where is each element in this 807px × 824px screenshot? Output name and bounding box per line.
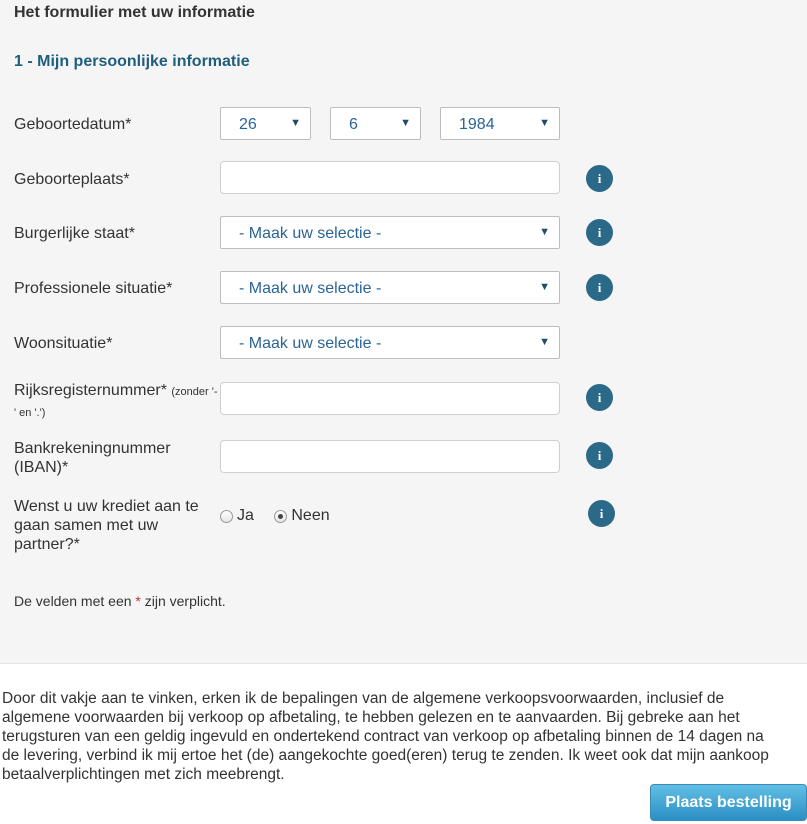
- professional-situation-select[interactable]: [220, 271, 560, 304]
- place-order-button[interactable]: Plaats bestelling: [650, 784, 807, 821]
- birth-month-value: 6: [349, 116, 358, 133]
- terms-text: Door dit vakje aan te vinken, erken ik de bepalingen van de algemene verkoopsvoorwaarden, inclusief de algemene voorwaarden bij verkoop op afbetaling, te hebben gelezen en te aanvaarden. Bij gebreke aan het terugsturen van een geldig ingevuld en ondertekend contract van verkoop op afbetaling binnen de 14 dagen na de levering, verbind ik mij ertoe het (de) aangekochte goed(eren) terug te zenden. Ik weet ook dat mijn aankoop betaalverplichtingen met zich meebrengt.: [2, 690, 769, 783]
- housing-situation-label: Woonsituatie*: [14, 335, 113, 352]
- with-partner-label: Wenst u uw krediet aan te gaan samen met uw partner?*: [14, 498, 199, 553]
- info-icon[interactable]: i: [586, 219, 613, 246]
- radio-neen-label[interactable]: Neen: [291, 507, 330, 524]
- housing-situation-value: - Maak uw selectie -: [239, 335, 382, 352]
- chevron-down-icon: ▼: [539, 117, 550, 129]
- bank-account-input[interactable]: [220, 440, 560, 473]
- required-fields-note: [14, 593, 226, 609]
- national-number-input[interactable]: [220, 382, 560, 415]
- with-partner-radio-group: [220, 507, 346, 525]
- chevron-down-icon: ▼: [400, 117, 411, 129]
- required-star: *: [135, 593, 141, 609]
- birth-year-select[interactable]: [440, 107, 560, 140]
- birth-year-value: 1984: [459, 116, 495, 133]
- chevron-down-icon: ▼: [539, 336, 550, 348]
- civil-status-label: Burgerlijke staat*: [14, 225, 135, 242]
- radio-ja-label[interactable]: Ja: [237, 507, 254, 524]
- birth-day-value: 26: [239, 116, 257, 133]
- info-icon[interactable]: i: [586, 442, 613, 469]
- national-number-hint: (zonder '-' en '.'): [14, 386, 218, 419]
- radio-neen[interactable]: [274, 510, 287, 523]
- civil-status-select[interactable]: [220, 216, 560, 249]
- section-title: 1 - Mijn persoonlijke informatie: [14, 53, 250, 70]
- info-icon[interactable]: i: [586, 384, 613, 411]
- radio-ja[interactable]: [220, 510, 233, 523]
- national-number-label-text: Rijksregisternummer*: [14, 382, 167, 399]
- chevron-down-icon: ▼: [539, 226, 550, 238]
- birth-month-select[interactable]: [330, 107, 421, 140]
- birth-day-select[interactable]: [220, 107, 311, 140]
- national-number-label: [14, 381, 219, 423]
- chevron-down-icon: ▼: [539, 281, 550, 293]
- info-icon[interactable]: i: [586, 274, 613, 301]
- civil-status-value: - Maak uw selectie -: [239, 225, 382, 242]
- birthdate-label: Geboortedatum*: [14, 116, 132, 133]
- birthplace-label: Geboorteplaats*: [14, 171, 130, 188]
- birthplace-input[interactable]: [220, 161, 560, 194]
- form-title: Het formulier met uw informatie: [14, 4, 255, 21]
- professional-situation-label: Professionele situatie*: [14, 280, 173, 297]
- required-note-before: De velden met een: [14, 593, 136, 609]
- bank-account-label: Bankrekeningnummer (IBAN)*: [14, 440, 171, 476]
- professional-situation-value: - Maak uw selectie -: [239, 280, 382, 297]
- info-icon[interactable]: i: [588, 500, 615, 527]
- chevron-down-icon: ▼: [290, 117, 301, 129]
- housing-situation-select[interactable]: [220, 326, 560, 359]
- required-note-after: zijn verplicht.: [140, 593, 226, 609]
- info-icon[interactable]: i: [586, 165, 613, 192]
